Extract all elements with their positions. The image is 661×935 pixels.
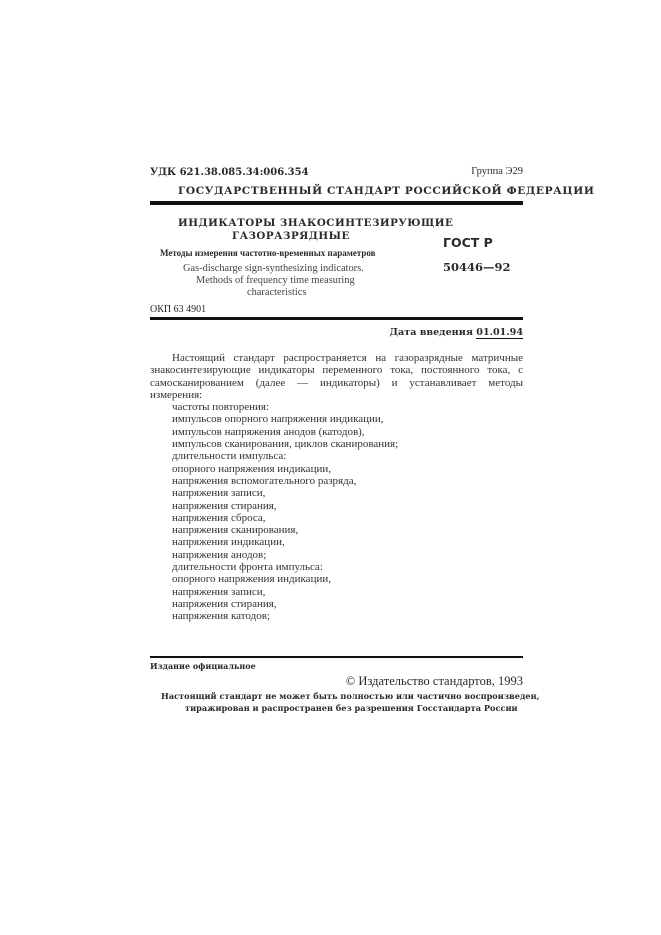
list-item: напряжения анодов; — [172, 548, 267, 561]
title-en-line2: Methods of frequency time measuring — [196, 275, 355, 286]
list-item: напряжения катодов; — [172, 610, 270, 623]
list-item: опорного напряжения индикации, — [172, 573, 331, 586]
list-item: напряжения записи, — [172, 585, 266, 598]
list-item: напряжения стирания, — [172, 597, 277, 610]
header-rule — [150, 201, 523, 205]
list-item: напряжения сканирования, — [172, 524, 299, 537]
list-item: частоты повторения: — [172, 401, 270, 414]
introduction-date-label: Дата введения — [389, 327, 473, 338]
list-item: длительности фронта импульса: — [172, 561, 323, 574]
edition-label: Издание официальное — [150, 661, 256, 671]
state-standard-heading: ГОСУДАРСТВЕННЫЙ СТАНДАРТ РОССИЙСКОЙ ФЕДЕРАЦИИ — [178, 185, 595, 197]
okp-rule — [150, 317, 523, 320]
introduction-date — [390, 328, 524, 338]
udk-code: УДК 621.38.085.34:006.354 — [150, 167, 309, 178]
title-ru-line1: ИНДИКАТОРЫ ЗНАКОСИНТЕЗИРУЮЩИЕ — [178, 217, 454, 229]
list-item: импульсов сканирования, циклов сканирования; — [172, 438, 399, 451]
list-item: опорного напряжения индикации, — [172, 462, 331, 475]
list-item: напряжения стирания, — [172, 499, 277, 512]
list-item: напряжения индикации, — [172, 536, 285, 549]
title-ru-subtitle: Методы измерения частотно-временных параметров — [160, 248, 376, 258]
title-en-line3: characteristics — [247, 287, 307, 298]
list-item: импульсов напряжения анодов (катодов), — [172, 425, 365, 438]
notice-line2: тиражирован и распространен без разрешения Госстандарта России — [185, 703, 518, 713]
gost-label: ГОСТ Р — [443, 235, 493, 250]
list-item: импульсов опорного напряжения индикации, — [172, 413, 384, 426]
list-item: напряжения сброса, — [172, 511, 266, 524]
group-code: Группа Э29 — [471, 166, 523, 177]
title-ru-line2: ГАЗОРАЗРЯДНЫЕ — [232, 230, 350, 242]
introduction-date-value: 01.01.94 — [476, 327, 523, 338]
list-item: напряжения записи, — [172, 487, 266, 500]
copyright: © Издательство стандартов, 1993 — [345, 674, 523, 688]
okp-code: ОКП 63 4901 — [150, 304, 207, 315]
footer-rule — [150, 656, 523, 658]
notice-line1: Настоящий стандарт не может быть полностью или частично воспроизведен, — [161, 691, 540, 701]
title-en-line1: Gas-discharge sign-synthesizing indicators. — [183, 263, 364, 274]
list-item: напряжения вспомогательного разряда, — [172, 474, 357, 487]
list-item: длительности импульса: — [172, 450, 287, 463]
gost-number: 50446—92 — [443, 260, 511, 274]
intro-paragraph: Настоящий стандарт распространяется на газоразрядные матричные знакосинтезирующие индикаторы переменного тока, постоянного тока, с самосканированием (далее — индикаторы) и устанавливает методы измерения: — [150, 352, 523, 401]
measurement-list — [150, 401, 523, 622]
document-body — [150, 352, 523, 623]
